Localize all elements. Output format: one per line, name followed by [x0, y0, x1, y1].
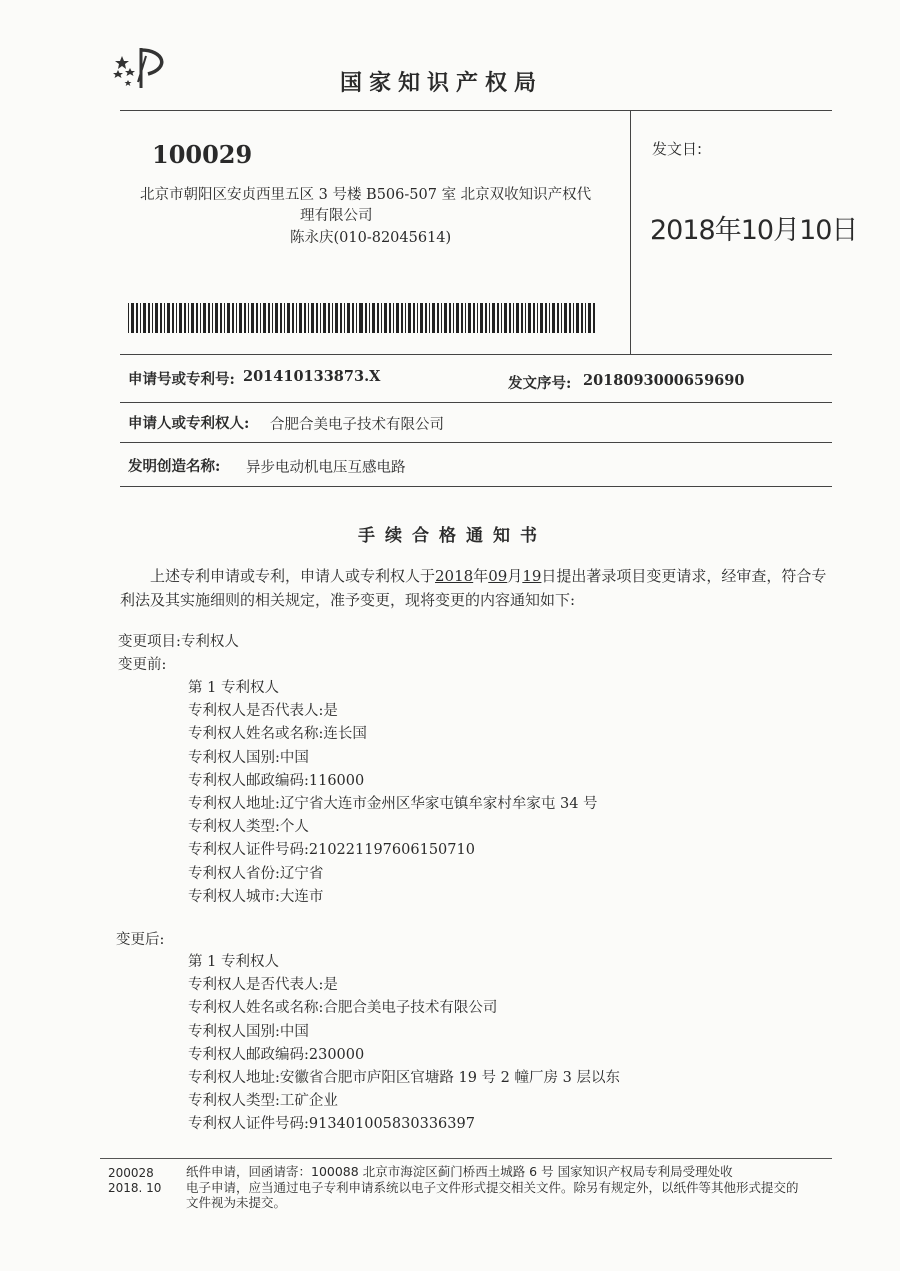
intro-text-cont: 日提出著录项目变更请求，经审查，符合专	[541, 567, 827, 585]
barcode-left	[128, 303, 364, 333]
before-field-line: 专利权人是否代表人:是	[188, 703, 338, 720]
application-number: 201410133873.X	[243, 368, 381, 385]
before-field-line: 专利权人证件号码:210221197606150710	[188, 842, 475, 859]
month-unit: 月	[507, 567, 523, 585]
before-label: 变更前:	[118, 657, 167, 673]
notice-title: 手续合格通知书	[358, 526, 547, 546]
intro-text: 上述专利申请或专利，申请人或专利权人于	[150, 567, 436, 585]
field-divider	[120, 402, 832, 403]
before-field-line: 专利权人国别:中国	[188, 749, 309, 766]
cnipa-emblem-icon	[108, 42, 178, 92]
before-field-line: 专利权人邮政编码:116000	[188, 772, 365, 789]
application-number-label: 申请号或专利号:	[128, 371, 235, 388]
footer-electronic-note-cont: 文件视为未提交。	[186, 1195, 287, 1210]
after-field-line: 专利权人姓名或名称:合肥合美电子技术有限公司	[188, 1000, 498, 1017]
applicant-name: 合肥合美电子技术有限公司	[270, 417, 444, 433]
recipient-address: 北京市朝阳区安贞西里五区 3 号楼 B506-507 室 北京双收知识产权代	[140, 187, 592, 203]
request-month: 09	[488, 567, 508, 585]
issue-date-value: 2018年10月10日	[650, 215, 858, 246]
field-divider	[120, 354, 832, 355]
request-day: 19	[522, 567, 542, 585]
notice-intro-line2: 利法及其实施细则的相关规定，准予变更，现将变更的内容通知如下:	[120, 591, 576, 609]
footer-divider	[100, 1158, 832, 1159]
date-column-divider	[630, 110, 631, 354]
after-field-line: 专利权人是否代表人:是	[188, 977, 338, 994]
field-divider	[120, 442, 832, 443]
postcode: 100029	[152, 140, 253, 169]
after-label: 变更后:	[116, 932, 165, 948]
recipient-address-cont: 理有限公司	[300, 208, 373, 224]
issue-date-label: 发文日:	[652, 140, 703, 158]
header-divider	[120, 110, 832, 111]
footer-electronic-note: 电子申请，应当通过电子专利申请系统以电子文件形式提交相关文件。除另有规定外，以纸件等其他形式提交的	[186, 1180, 799, 1195]
barcode-right	[360, 303, 596, 333]
form-code: 200028	[108, 1166, 154, 1180]
before-field-line: 第 1 专利权人	[188, 680, 279, 696]
before-field-line: 专利权人省份:辽宁省	[188, 865, 324, 882]
after-field-line: 专利权人邮政编码:230000	[188, 1046, 365, 1063]
after-field-line: 专利权人类型:工矿企业	[188, 1093, 338, 1110]
request-year: 2018	[435, 567, 474, 585]
form-date: 2018. 10	[108, 1181, 162, 1195]
footer-mail-note: 纸件申请，回函请寄：100088 北京市海淀区蓟门桥西土城路 6 号 国家知识产权局专利局受理处收	[186, 1164, 733, 1179]
applicant-label: 申请人或专利权人:	[128, 415, 250, 432]
change-item: 变更项目:专利权人	[118, 634, 239, 650]
invention-title: 异步电动机电压互感电路	[246, 460, 406, 476]
recipient-contact: 陈永庆(010-82045614)	[290, 230, 452, 246]
year-unit: 年	[473, 567, 489, 585]
serial-number-label: 发文序号:	[508, 375, 572, 392]
before-field-line: 专利权人城市:大连市	[188, 888, 324, 905]
before-field-line: 专利权人姓名或名称:连长国	[188, 726, 367, 743]
after-field-line: 专利权人地址:安徽省合肥市庐阳区官塘路 19 号 2 幢厂房 3 层以东	[188, 1070, 620, 1086]
org-name: 国家知识产权局	[340, 71, 544, 96]
after-field-line: 第 1 专利权人	[188, 954, 279, 970]
notice-intro	[150, 565, 850, 588]
after-field-line: 专利权人证件号码:913401005830336397	[188, 1116, 475, 1133]
after-field-line: 专利权人国别:中国	[188, 1023, 309, 1040]
invention-title-label: 发明创造名称:	[128, 458, 221, 475]
before-field-line: 专利权人地址:辽宁省大连市金州区华家屯镇牟家村牟家屯 34 号	[188, 796, 598, 812]
field-divider	[120, 486, 832, 487]
before-field-line: 专利权人类型:个人	[188, 819, 309, 836]
serial-number: 2018093000659690	[583, 372, 745, 389]
